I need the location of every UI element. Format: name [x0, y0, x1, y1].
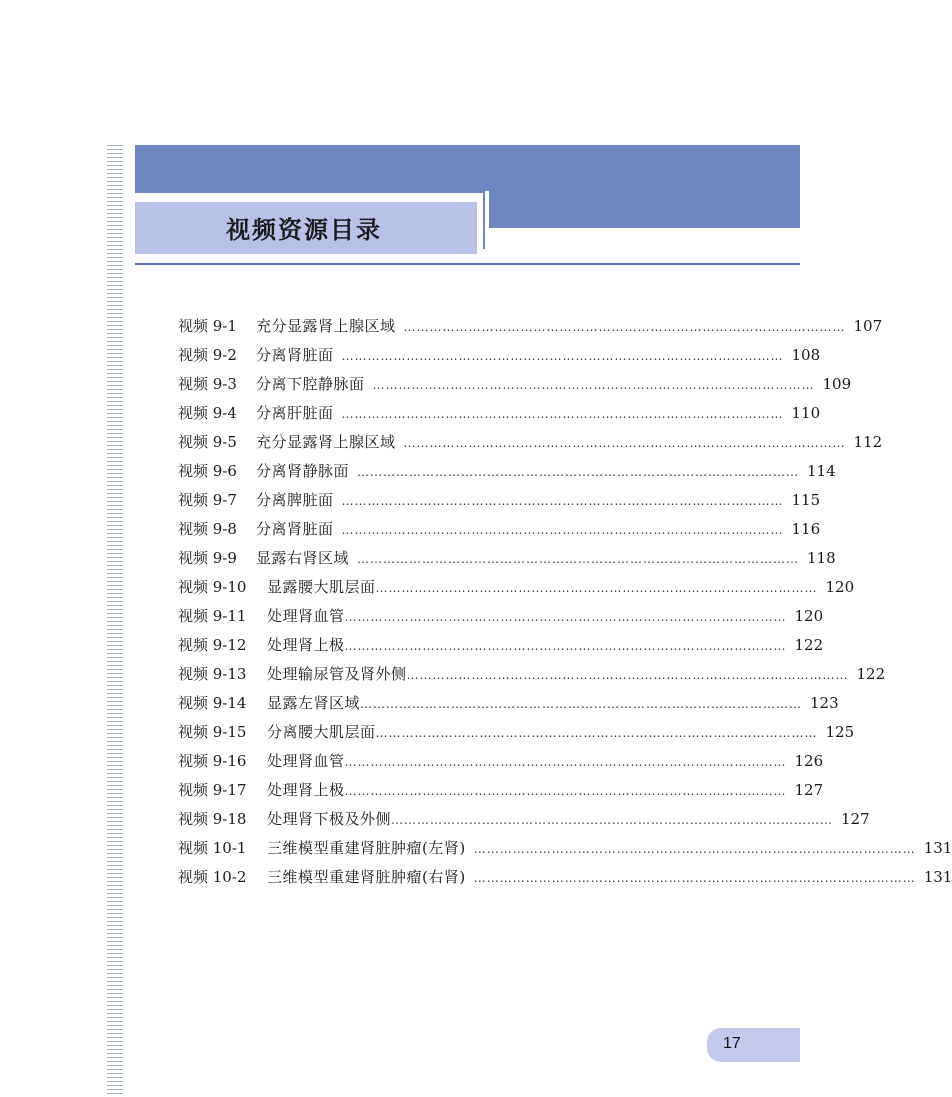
toc-page: 120 — [794, 607, 824, 625]
toc-title: 三维模型重建肾脏肿瘤(左肾) — [267, 839, 466, 857]
toc-page: 123 — [810, 694, 839, 712]
toc-label: 视频 9-2 — [178, 346, 237, 364]
toc-title: 分离肝脏面 — [256, 404, 334, 422]
toc-label: 视频 9-17 — [178, 781, 247, 799]
toc-title: 处理肾上极 — [267, 781, 345, 799]
toc-leader: ………………………………………………………………………………………… — [344, 639, 787, 653]
toc-page: 127 — [794, 781, 824, 799]
toc-leader: ………………………………………………………………………………………… — [344, 784, 787, 798]
toc-page: 125 — [825, 723, 855, 741]
toc-label: 视频 9-9 — [178, 549, 237, 567]
decorative-stripes — [107, 145, 123, 1097]
toc-title: 分离肾脏面 — [256, 346, 334, 364]
toc-entry[interactable] — [178, 315, 883, 344]
toc-entry[interactable] — [178, 344, 821, 373]
toc-leader: ………………………………………………………………………………………… — [357, 552, 800, 566]
toc-title: 显露右肾区域 — [256, 549, 350, 567]
toc-page: 110 — [791, 404, 821, 422]
toc-leader: ………………………………………………………………………………………… — [375, 581, 818, 595]
toc-title: 充分显露肾上腺区域 — [256, 433, 396, 451]
toc-label: 视频 9-5 — [178, 433, 237, 451]
toc-leader: ………………………………………………………………………………………… — [344, 755, 787, 769]
toc-page: 131 — [923, 868, 952, 886]
toc-title: 显露腰大肌层面 — [267, 578, 376, 596]
toc-entry[interactable] — [178, 808, 870, 837]
toc-leader: ………………………………………………………………………………………… — [341, 523, 784, 537]
toc-title: 处理肾上极 — [267, 636, 345, 654]
toc-entry[interactable] — [178, 402, 821, 431]
toc-label: 视频 10-1 — [178, 839, 247, 857]
toc-title: 分离肾静脉面 — [256, 462, 350, 480]
toc-label: 视频 9-12 — [178, 636, 247, 654]
toc-page: 122 — [794, 636, 824, 654]
toc-entry[interactable] — [178, 779, 824, 808]
toc-entry[interactable] — [178, 634, 824, 663]
toc-entry[interactable] — [178, 750, 824, 779]
toc-leader: ………………………………………………………………………………………… — [360, 697, 803, 711]
toc-label: 视频 9-10 — [178, 578, 247, 596]
toc-page: 118 — [807, 549, 836, 567]
toc-leader: ………………………………………………………………………………………… — [341, 494, 784, 508]
toc-entry[interactable] — [178, 576, 855, 605]
toc-label: 视频 9-11 — [178, 607, 247, 625]
toc-page: 112 — [853, 433, 883, 451]
toc-leader: ………………………………………………………………………………………… — [344, 610, 787, 624]
toc-entry[interactable] — [178, 692, 839, 721]
toc-title: 分离腰大肌层面 — [267, 723, 376, 741]
toc-label: 视频 9-7 — [178, 491, 237, 509]
toc-leader: ………………………………………………………………………………………… — [372, 378, 815, 392]
toc-entry[interactable] — [178, 663, 886, 692]
toc-title: 充分显露肾上腺区域 — [256, 317, 396, 335]
toc-entry[interactable] — [178, 866, 952, 895]
page-number: 17 — [723, 1035, 741, 1052]
toc-title: 处理输尿管及肾外侧 — [267, 665, 407, 683]
toc-leader: ………………………………………………………………………………………… — [341, 407, 784, 421]
toc-entry[interactable] — [178, 373, 852, 402]
toc-label: 视频 9-13 — [178, 665, 247, 683]
toc-page: 116 — [791, 520, 821, 538]
toc-page: 126 — [794, 752, 824, 770]
toc-title: 处理肾血管 — [267, 752, 345, 770]
toc-label: 视频 9-15 — [178, 723, 247, 741]
toc-leader: ………………………………………………………………………………………… — [473, 842, 916, 856]
toc-leader: ………………………………………………………………………………………… — [403, 436, 846, 450]
toc-entry[interactable] — [178, 547, 836, 576]
page-title: 视频资源目录 — [226, 216, 382, 244]
toc-page: 131 — [923, 839, 952, 857]
toc-label: 视频 9-16 — [178, 752, 247, 770]
toc-title: 分离脾脏面 — [256, 491, 334, 509]
toc-title: 分离肾脏面 — [256, 520, 334, 538]
toc-entry[interactable] — [178, 518, 821, 547]
toc-page: 114 — [807, 462, 836, 480]
toc-title: 分离下腔静脉面 — [256, 375, 365, 393]
toc-label: 视频 9-18 — [178, 810, 247, 828]
toc-entry[interactable] — [178, 605, 824, 634]
toc-entry[interactable] — [178, 489, 821, 518]
toc-leader: ………………………………………………………………………………………… — [406, 668, 849, 682]
toc-label: 视频 9-3 — [178, 375, 237, 393]
toc-title: 三维模型重建肾脏肿瘤(右肾) — [267, 868, 466, 886]
toc-entry[interactable] — [178, 460, 836, 489]
toc-title: 显露左肾区域 — [267, 694, 361, 712]
toc-page: 115 — [791, 491, 821, 509]
toc-label: 视频 10-2 — [178, 868, 247, 886]
toc-leader: ………………………………………………………………………………………… — [391, 813, 834, 827]
toc-label: 视频 9-1 — [178, 317, 237, 335]
toc-leader: ………………………………………………………………………………………… — [375, 726, 818, 740]
toc-list — [178, 315, 952, 895]
toc-entry[interactable] — [178, 431, 883, 460]
toc-entry[interactable] — [178, 837, 952, 866]
toc-leader: ………………………………………………………………………………………… — [341, 349, 784, 363]
header-rule — [135, 263, 800, 265]
toc-page: 107 — [853, 317, 883, 335]
toc-label: 视频 9-8 — [178, 520, 237, 538]
toc-leader: ………………………………………………………………………………………… — [403, 320, 846, 334]
toc-leader: ………………………………………………………………………………………… — [473, 871, 916, 885]
toc-page: 108 — [791, 346, 821, 364]
toc-page: 127 — [841, 810, 870, 828]
toc-page: 109 — [822, 375, 852, 393]
toc-entry[interactable] — [178, 721, 855, 750]
toc-title: 处理肾下极及外侧 — [267, 810, 392, 828]
toc-label: 视频 9-6 — [178, 462, 237, 480]
toc-page: 122 — [856, 665, 886, 683]
page-number-tab — [707, 1028, 800, 1062]
toc-title: 处理肾血管 — [267, 607, 345, 625]
toc-leader: ………………………………………………………………………………………… — [357, 465, 800, 479]
toc-page: 120 — [825, 578, 855, 596]
toc-label: 视频 9-14 — [178, 694, 247, 712]
toc-label: 视频 9-4 — [178, 404, 237, 422]
